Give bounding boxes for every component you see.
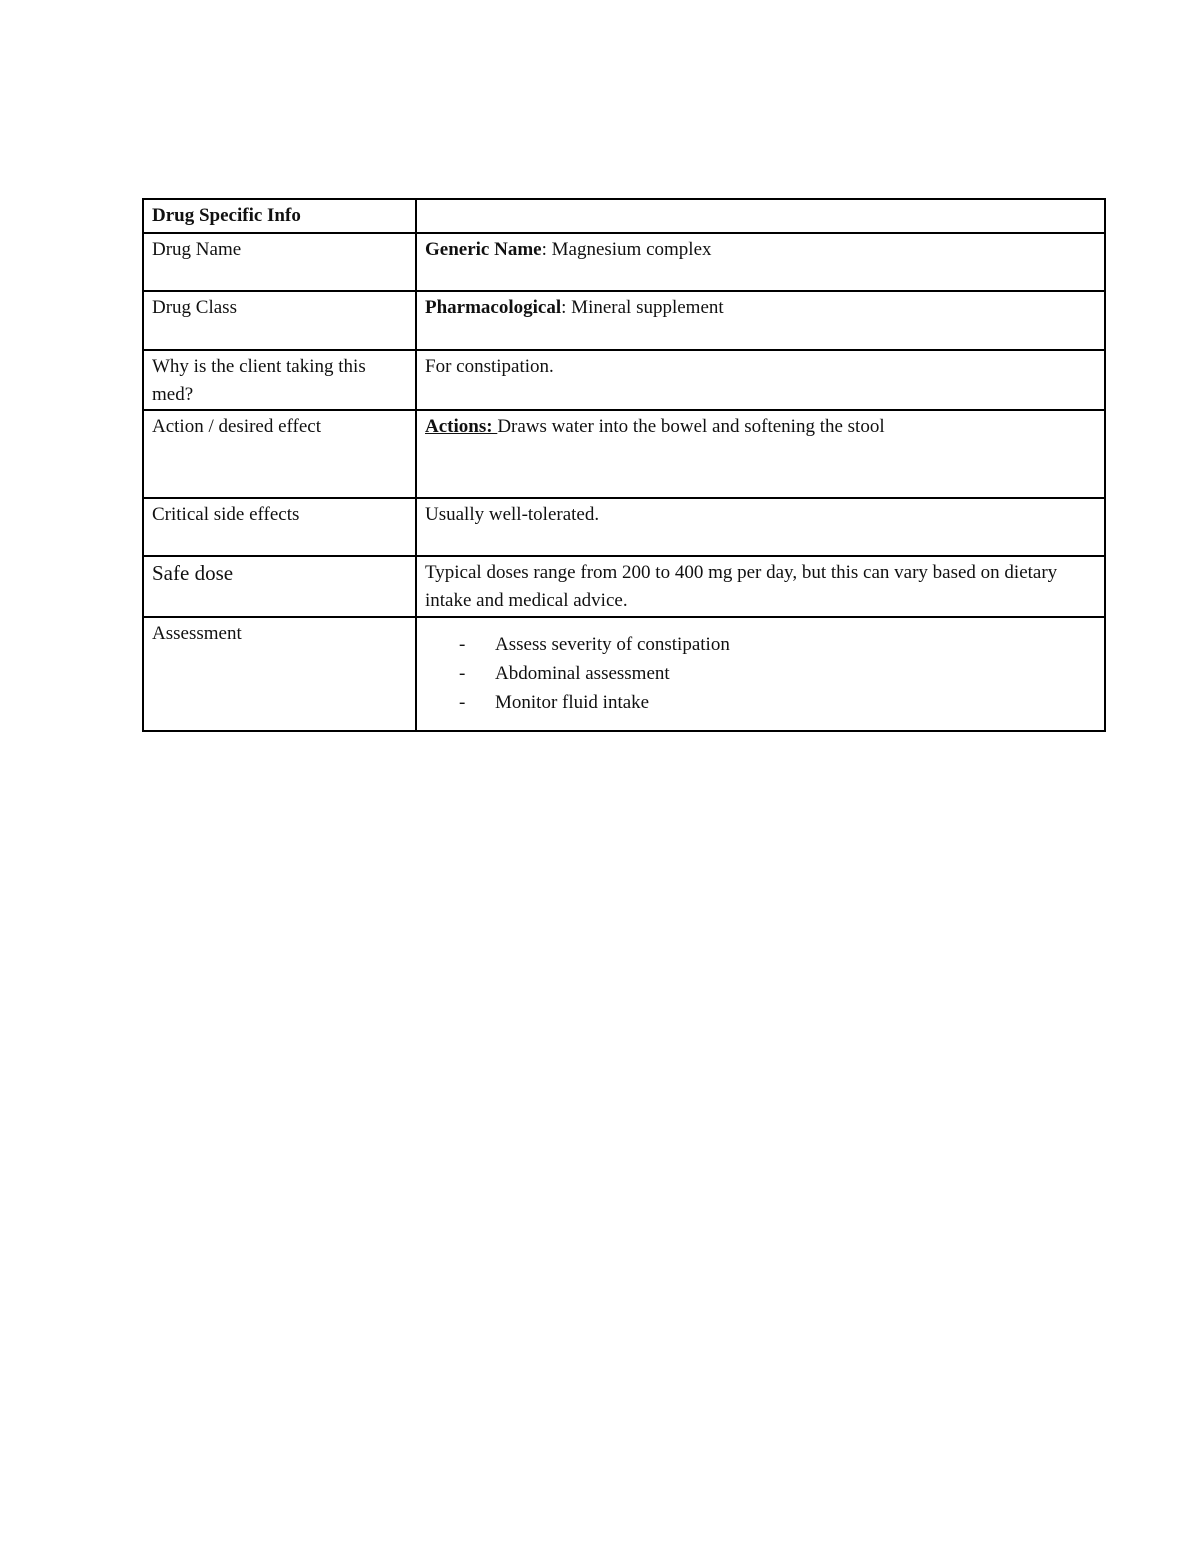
list-item: [425, 688, 1096, 717]
table-row-reason: [143, 350, 1105, 410]
header-label-cell: Drug Specific Info: [143, 199, 416, 233]
assessment-item-text: Assess severity of constipation: [495, 634, 730, 655]
action-label: Action / desired effect: [143, 410, 416, 498]
assessment-label: Assessment: [143, 617, 416, 731]
actions-value: Draws water into the bowel and softening the stool: [497, 416, 885, 437]
generic-name-value: : Magnesium complex: [541, 239, 712, 260]
pharmacological-prefix: Pharmacological: [425, 297, 562, 318]
drug-name-label: Drug Name: [143, 233, 416, 291]
side-effects-label: Critical side effects: [143, 498, 416, 556]
safe-dose-value: Typical doses range from 200 to 400 mg per day, but this can vary based on dietary intake and medical advice.: [416, 556, 1105, 617]
assessment-item-text: Monitor fluid intake: [495, 692, 650, 713]
drug-class-value-cell: [416, 291, 1105, 350]
drug-info-table: [142, 198, 1106, 732]
assessment-value-cell: [416, 617, 1105, 731]
reason-value: For constipation.: [416, 350, 1105, 410]
bullet-dash: -: [459, 634, 466, 655]
table-row-header: [143, 199, 1105, 233]
pharmacological-value: : Mineral supplement: [561, 297, 724, 318]
list-item: [425, 630, 1096, 659]
drug-name-value-cell: [416, 233, 1105, 291]
generic-name-prefix: Generic Name: [425, 239, 542, 260]
assessment-list: [425, 630, 1096, 717]
list-item: [425, 659, 1096, 688]
table-row-drug-class: [143, 291, 1105, 350]
assessment-item-text: Abdominal assessment: [495, 663, 670, 684]
table-row-safe-dose: [143, 556, 1105, 617]
drug-class-label: Drug Class: [143, 291, 416, 350]
action-value-cell: [416, 410, 1105, 498]
bullet-dash: -: [459, 663, 466, 684]
table-row-assessment: [143, 617, 1105, 731]
side-effects-value: Usually well-tolerated.: [416, 498, 1105, 556]
header-value-cell: [416, 199, 1105, 233]
bullet-dash: -: [459, 692, 466, 713]
actions-prefix: Actions:: [425, 416, 498, 437]
table-row-side-effects: [143, 498, 1105, 556]
safe-dose-label: Safe dose: [143, 556, 416, 617]
reason-label: Why is the client taking this med?: [143, 350, 416, 410]
table-row-drug-name: [143, 233, 1105, 291]
table-row-action: [143, 410, 1105, 498]
